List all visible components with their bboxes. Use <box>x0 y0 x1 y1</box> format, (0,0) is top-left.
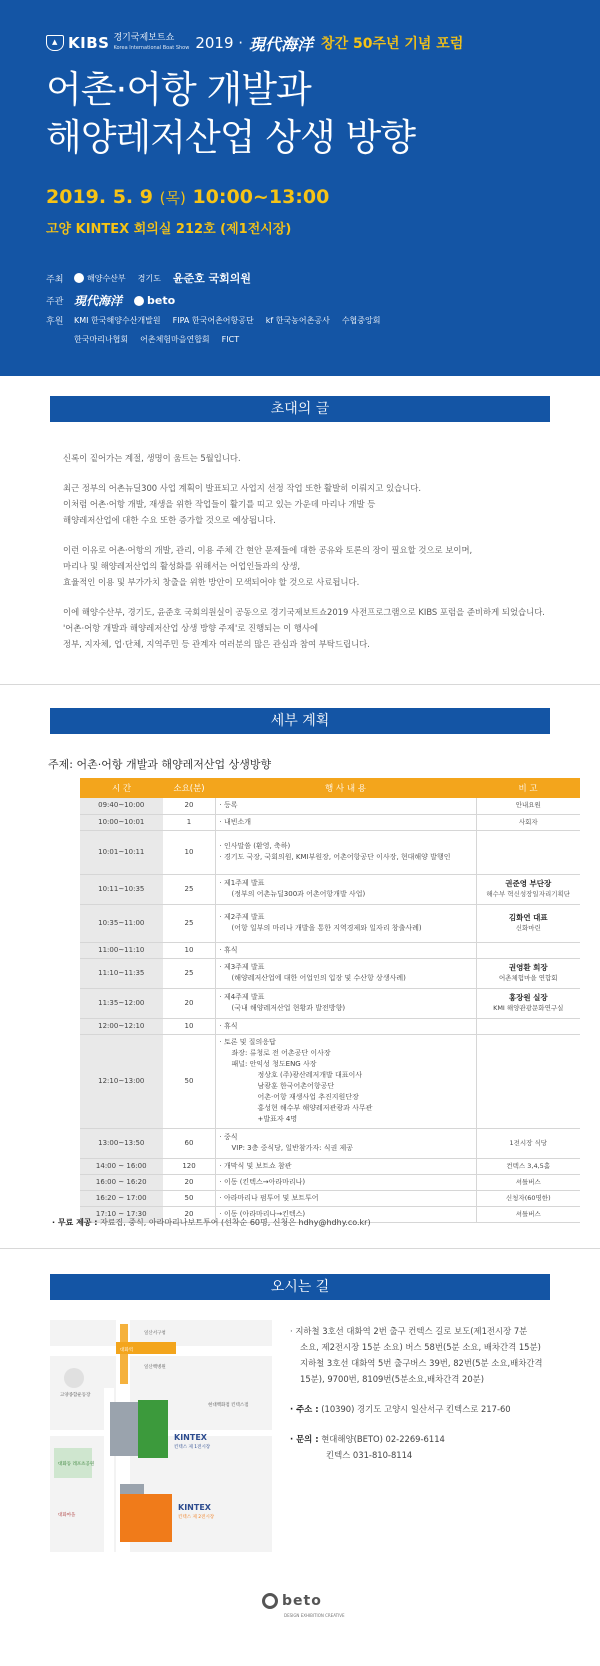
row-content-line: · 제2주제 발표 <box>219 913 265 921</box>
row-content-line: · 제3주제 발표 <box>219 963 265 971</box>
row-content <box>215 942 476 958</box>
row-note-line: 김화연 대표 <box>508 913 548 922</box>
host-label: 주최 <box>46 274 64 285</box>
row-duration: 10 <box>163 830 215 874</box>
row-content <box>215 798 476 814</box>
row-note-line: 신화마린 <box>515 924 541 932</box>
inv-para-3 <box>63 542 563 590</box>
inv-para-1 <box>63 450 563 466</box>
organizer-label: 주관 <box>46 297 64 307</box>
gyeonggi-logo <box>138 273 161 284</box>
row-content-line: · 등록 <box>219 801 238 810</box>
row-content <box>215 1174 476 1190</box>
col-header-time: 시 간 <box>80 778 163 798</box>
row-content <box>215 1158 476 1174</box>
contact-kintex: 킨텍스 031-810-8114 <box>326 1450 413 1460</box>
map-label-seogu: 일산서구청 <box>144 1331 166 1336</box>
row-content-line: (정부의 어촌뉴딜300과 어촌어항개발 사업) <box>231 890 366 898</box>
row-content-line: · 경기도 국장, 국회의원, KMI부원장, 어촌어항공단 이사장, 현대해양 발행인 <box>219 853 451 861</box>
anniversary-text: 창간 50주년 기념 포럼 <box>321 36 464 52</box>
map-label-hospital: 일산백병원 <box>144 1365 166 1370</box>
map-label-daehwa: 대화역 <box>120 1348 134 1353</box>
row-content-line: (국내 해양레저산업 현황과 발전방향) <box>231 1004 346 1012</box>
row-note-line: KMI 해양관광문화연구실 <box>493 1004 564 1012</box>
schedule-table <box>80 778 580 1223</box>
inv-para-2 <box>63 480 563 528</box>
schedule-row <box>80 1018 580 1034</box>
footer-brand: beto <box>282 1593 322 1609</box>
row-time: 10:35~11:00 <box>80 904 163 942</box>
schedule-body <box>80 798 580 1222</box>
inv-line: 해양레저산업에 대한 수요 또한 증가할 것으로 예상됩니다. <box>63 515 276 525</box>
section-divider <box>0 684 600 685</box>
transit-info <box>290 1323 590 1387</box>
row-content <box>215 988 476 1018</box>
schedule-row <box>80 798 580 814</box>
row-note-line: 1전시장 식당 <box>509 1138 548 1147</box>
address-label: · 주소 : <box>290 1404 319 1414</box>
row-time: 17:10 ~ 17:30 <box>80 1206 163 1222</box>
row-content-line: 남광훈 한국어촌어항공단 <box>257 1082 335 1090</box>
directions-heading: 오시는 길 <box>50 1274 550 1300</box>
schedule-row <box>80 1034 580 1128</box>
row-duration: 120 <box>163 1158 215 1174</box>
map-label-kintex2: KINTEX <box>178 1503 211 1512</box>
row-content <box>215 874 476 904</box>
row-time: 14:00 ~ 16:00 <box>80 1158 163 1174</box>
schedule-topic: 주제: 어촌·어항 개발과 해양레저산업 상생방향 <box>48 758 272 771</box>
stadium-shape <box>64 1368 84 1388</box>
free-provision-note <box>52 1217 371 1228</box>
row-note <box>476 874 580 904</box>
inv-line: 정부, 지자체, 업·단체, 지역주민 등 관계자 여러분의 많은 관심과 참여 부탁드립니다. <box>63 639 370 649</box>
sponsor-row-2 <box>74 334 251 345</box>
footer-tagline: DESIGN EXHIBITION CREATIVE <box>284 1613 345 1618</box>
schedule-row <box>80 904 580 942</box>
kibs-sub-ko: 경기국제보트쇼 <box>113 33 175 43</box>
gyeonggi-logo-text: 경기도 <box>137 273 161 283</box>
schedule-row <box>80 988 580 1018</box>
row-time: 11:00~11:10 <box>80 942 163 958</box>
row-content-line: · 아라마리나 펌투어 및 보트투어 <box>219 1193 319 1202</box>
row-duration: 1 <box>163 814 215 830</box>
event-time: 10:00~13:00 <box>192 186 330 208</box>
kibs-logo <box>46 34 109 52</box>
free-provision-text: 자료집, 중식, 아라마리나보트투어 (선착순 60명, 신청은 hdhy@hdhy.co.kr) <box>100 1218 371 1227</box>
row-note <box>476 1018 580 1034</box>
krc-logo: kf 한국농어촌공사 <box>265 316 330 325</box>
title-line-2: 해양레저산업 상생 방향 <box>46 116 415 159</box>
row-note-line: 권준영 부단장 <box>505 879 552 888</box>
beto-mark-icon <box>134 296 144 306</box>
schedule-row <box>80 1158 580 1174</box>
contact-hyundai: 현대해양(BETO) 02-2269-6114 <box>321 1434 445 1444</box>
sponsor-label: 후원 <box>46 317 64 327</box>
row-time: 16:00 ~ 16:20 <box>80 1174 163 1190</box>
row-time: 11:35~12:00 <box>80 988 163 1018</box>
kintex1-building <box>138 1400 168 1458</box>
beto-logo <box>134 294 175 307</box>
host-row <box>46 270 263 286</box>
row-note-line: 셔틀버스 <box>515 1209 541 1218</box>
map-label-village: 대화마을 <box>58 1513 76 1518</box>
row-note-line: 사회자 <box>518 817 538 826</box>
inv-line: 이처럼 어촌·어항 개발, 재생을 위한 작업들이 활기를 띠고 있는 가운데 마리나 개발 등 <box>63 499 376 509</box>
hyundai-haeyang-logo: 現代海洋 <box>249 34 314 54</box>
row-content <box>215 1128 476 1158</box>
free-provision-label: · 무료 제공 : <box>52 1218 98 1227</box>
row-duration: 10 <box>163 1018 215 1034</box>
map-label-hyundai: 현대백화점 킨텍스점 <box>208 1403 249 1408</box>
inv-line: 이에 해양수산부, 경기도, 윤준호 국회의원실이 공동으로 경기국제보트쇼2019 사전프로그램으로 KIBS 포럼을 준비하게 되었습니다. <box>63 607 545 617</box>
row-time: 10:11~10:35 <box>80 874 163 904</box>
title-line-1: 어촌·어항 개발과 <box>46 68 311 111</box>
invitation-heading: 초대의 글 <box>50 396 550 422</box>
inv-line: 마리나 및 해양레저산업의 활성화를 위해서는 어업인들과의 상생, <box>63 561 301 571</box>
row-content <box>215 830 476 874</box>
row-note-line: 홍장원 실장 <box>508 993 548 1002</box>
row-content <box>215 958 476 988</box>
row-note <box>476 904 580 942</box>
kmi-logo: KMI 한국해양수산개발원 <box>74 316 161 325</box>
beto-logo-text: beto <box>147 294 176 307</box>
inv-line: '어촌·어항 개발과 해양레저산업 상생 방향 주제'로 진행되는 이 행사에 <box>63 623 319 633</box>
row-note <box>476 1174 580 1190</box>
row-time: 09:40~10:00 <box>80 798 163 814</box>
hyundai-haeyang-small-logo: 現代海洋 <box>74 294 123 308</box>
row-content-line: · 개막식 및 보트쇼 참관 <box>219 1161 292 1170</box>
suhyup-logo: 수협중앙회 <box>341 316 381 325</box>
schedule-header-row <box>80 778 580 798</box>
col-header-content: 행 사 내 용 <box>215 778 476 798</box>
row-content-line: · 이동 (아라마리나→킨텍스) <box>219 1209 306 1218</box>
row-note-line: 셔틀버스 <box>515 1177 541 1186</box>
row-note <box>476 830 580 874</box>
hero-top-line <box>46 34 463 52</box>
row-note-line: 안내요원 <box>515 801 541 810</box>
row-time: 11:10~11:35 <box>80 958 163 988</box>
col-header-note: 비 고 <box>476 778 580 798</box>
schedule-row <box>80 814 580 830</box>
row-content <box>215 1190 476 1206</box>
kintex1-parking <box>110 1402 140 1456</box>
event-day-of-week: (목) <box>159 189 186 207</box>
inv-line: 효율적인 이용 및 부가가치 창출을 위한 방안이 모색되어야 할 것으로 사료됩니다. <box>63 577 360 587</box>
row-note-line: 신청자(60명한) <box>505 1193 551 1202</box>
row-note <box>476 1190 580 1206</box>
row-time: 10:00~10:01 <box>80 814 163 830</box>
contact-label: · 문의 : <box>290 1434 319 1444</box>
kibs-text: KIBS <box>68 34 110 52</box>
event-place: 고양 KINTEX 회의실 212호 (제1전시장) <box>46 222 292 237</box>
row-duration: 50 <box>163 1190 215 1206</box>
sponsor-row-1 <box>46 314 392 327</box>
row-content <box>215 1034 476 1128</box>
schedule-row <box>80 830 580 874</box>
organizer-row <box>46 292 187 309</box>
transit-line: 15분), 9700번, 8109번(5분소요,배차간격 20분) <box>300 1374 485 1384</box>
row-note <box>476 1034 580 1128</box>
hero-banner <box>0 0 600 376</box>
map-label-kintex2-sub: 킨텍스 제 2전시장 <box>178 1515 215 1520</box>
marina-association-logo: 한국마리나협회 <box>74 335 129 344</box>
schedule-row <box>80 942 580 958</box>
row-content-line: 홍성현 해수부 해양레저관광과 사무관 <box>257 1104 373 1112</box>
row-note <box>476 798 580 814</box>
row-duration: 50 <box>163 1034 215 1128</box>
transit-line: 지하철 3호선 대화역 5번 출구버스 39번, 82번(5분 소요,배차간격 <box>300 1358 543 1368</box>
fict-logo: FICT <box>221 335 240 344</box>
mof-logo-text: 해양수산부 <box>87 273 126 283</box>
row-note <box>476 988 580 1018</box>
transit-line: · 지하철 3호선 대화역 2번 출구 컨텍스 길로 보도(제1전시장 7분 <box>290 1326 528 1336</box>
row-content-line: (해양레저산업에 대한 어업인의 입장 및 수산항 상생사례) <box>231 974 406 982</box>
exit-path <box>120 1324 128 1384</box>
row-time: 16:20 ~ 17:00 <box>80 1190 163 1206</box>
row-time: 12:00~12:10 <box>80 1018 163 1034</box>
row-content-line: 정상호 (주)광산레저개발 대표이사 <box>257 1071 363 1079</box>
row-content-line: · 중식 <box>219 1133 238 1141</box>
row-note <box>476 1128 580 1158</box>
row-note <box>476 958 580 988</box>
row-content-line: 패널: 안익성 청도ENG 사장 <box>231 1060 317 1068</box>
map-label-leisure: 대화동 레포츠공원 <box>58 1462 95 1467</box>
schedule-row <box>80 874 580 904</box>
row-note <box>476 942 580 958</box>
schedule-row <box>80 1174 580 1190</box>
event-date-value: 2019. 5. 9 <box>46 186 153 208</box>
row-content-line: · 내빈소개 <box>219 817 251 826</box>
row-duration: 20 <box>163 988 215 1018</box>
kibs-sub-en: Korea International Boat Show <box>113 45 190 51</box>
schedule-row <box>80 958 580 988</box>
hero-year: 2019 · <box>195 34 244 52</box>
row-content <box>215 814 476 830</box>
contact-info <box>290 1431 590 1463</box>
footer-logo <box>262 1593 345 1618</box>
row-note <box>476 1158 580 1174</box>
row-note-line: 컨텍스 3,4,5홀 <box>506 1161 551 1170</box>
row-duration: 25 <box>163 904 215 942</box>
row-duration: 20 <box>163 1206 215 1222</box>
row-content-line: · 제1주제 발표 <box>219 879 265 887</box>
row-content-line: 어촌·어항 재생사업 추진지원단장 <box>257 1093 359 1101</box>
lawmaker-name: 윤준호 국회의원 <box>172 272 252 285</box>
directions-text <box>290 1323 590 1477</box>
col-header-duration: 소요(분) <box>163 778 215 798</box>
page-title <box>46 66 415 162</box>
row-time: 10:01~10:11 <box>80 830 163 874</box>
row-content-line: 좌장: 류청로 전 어촌공단 이사장 <box>231 1049 331 1057</box>
invitation-text <box>63 450 563 666</box>
fipa-logo: FIPA 한국어촌어항공단 <box>172 316 254 325</box>
row-content-line: VIP: 3층 중식당, 일반참가자: 식권 제공 <box>231 1144 354 1152</box>
row-note-line: 권영환 회장 <box>508 963 548 972</box>
address-info <box>290 1401 590 1417</box>
row-content <box>215 1018 476 1034</box>
row-note-line: 어촌체험마을 연합회 <box>498 974 558 982</box>
inv-line: 최근 정부의 어촌뉴딜300 사업 계획이 발표되고 사업지 선정 작업 또한 활발히 이뤄지고 있습니다. <box>63 483 422 493</box>
inv-line: 신록이 짙어가는 계절, 생명이 움트는 5월입니다. <box>63 453 241 463</box>
transit-line: 소요, 제2전시장 15분 소요) 버스 58번(5분 소요, 배차간격 15분) <box>300 1342 541 1352</box>
row-time: 13:00~13:50 <box>80 1128 163 1158</box>
map-label-kintex1: KINTEX <box>174 1433 207 1442</box>
map-label-stadium: 고양종합운동장 <box>60 1393 91 1398</box>
row-duration: 60 <box>163 1128 215 1158</box>
schedule-row <box>80 1128 580 1158</box>
row-content-line: · 휴식 <box>219 1021 238 1030</box>
row-content-line: · 휴식 <box>219 945 238 954</box>
beto-circle-icon <box>262 1593 278 1609</box>
row-duration: 25 <box>163 874 215 904</box>
row-note <box>476 814 580 830</box>
kibs-sub <box>113 33 189 53</box>
event-date <box>46 186 329 208</box>
location-map <box>50 1320 272 1552</box>
row-content-line: +발표자 4명 <box>257 1115 298 1123</box>
mof-emblem-icon <box>74 273 84 283</box>
inv-para-4 <box>63 604 563 652</box>
inv-line: 이런 이유로 어촌·어항의 개발, 관리, 이용 주체 간 현안 문제들에 대한 공유와 토론의 장이 필요할 것으로 보이며, <box>63 545 473 555</box>
fishing-village-union-logo: 어촌체험마을연합회 <box>140 335 210 344</box>
map-label-kintex1-sub: 킨텍스 제 1전시장 <box>174 1445 211 1450</box>
schedule-heading: 세부 계획 <box>50 708 550 734</box>
row-content-line: · 토론 및 질의응답 <box>219 1038 276 1046</box>
row-content <box>215 904 476 942</box>
row-duration: 20 <box>163 798 215 814</box>
mof-logo <box>74 273 126 284</box>
section-divider <box>0 1248 600 1249</box>
row-note <box>476 1206 580 1222</box>
kintex2-building <box>120 1494 172 1542</box>
row-content-line: · 인사말씀 (환영, 축하) <box>219 842 291 850</box>
address-value: (10390) 경기도 고양시 일산서구 킨텍스로 217-60 <box>321 1404 511 1414</box>
row-content-line: (어항 일부의 마리나 개발을 통한 지역경제와 일자리 창출사례) <box>231 924 422 932</box>
row-duration: 25 <box>163 958 215 988</box>
row-note-line: 해수부 혁신성장일자리기획단 <box>486 890 571 898</box>
map-graphic <box>50 1320 272 1552</box>
schedule-row <box>80 1190 580 1206</box>
row-duration: 20 <box>163 1174 215 1190</box>
row-duration: 10 <box>163 942 215 958</box>
row-content-line: · 이동 (킨텍스→아라마리나) <box>219 1177 306 1186</box>
kibs-badge-icon: ▲ <box>46 35 64 51</box>
row-content-line: · 제4주제 발표 <box>219 993 265 1001</box>
row-time: 12:10~13:00 <box>80 1034 163 1128</box>
